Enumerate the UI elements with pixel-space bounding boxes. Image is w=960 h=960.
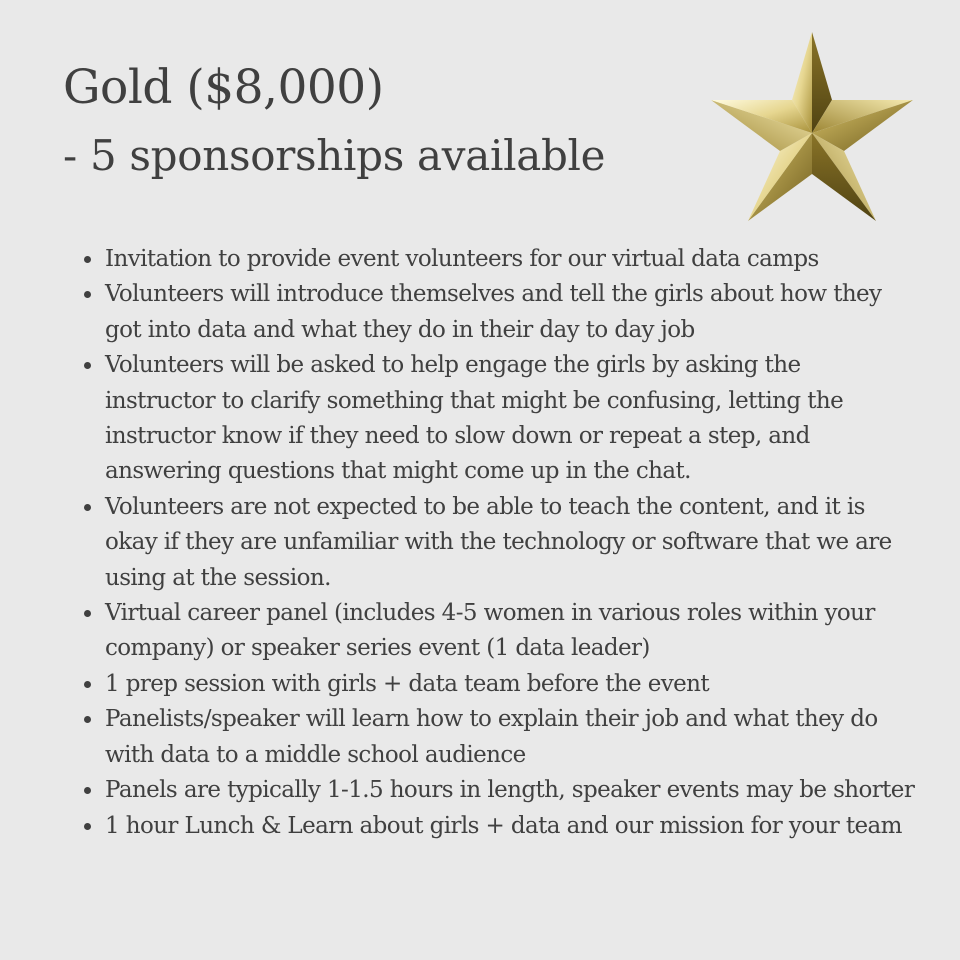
list-item: Volunteers will introduce themselves and tell the girls about how they got into data and what they do in their day to day job <box>105 277 915 348</box>
list-item: Panels are typically 1-1.5 hours in length, speaker events may be shorter <box>105 773 915 808</box>
list-item: Volunteers are not expected to be able to teach the content, and it is okay if they are unfamiliar with the technology or software that we are using at the session. <box>105 490 915 596</box>
list-item: Panelists/speaker will learn how to explain their job and what they do with data to a middle school audience <box>105 702 915 773</box>
benefits-list <box>105 242 915 844</box>
list-item: Virtual career panel (includes 4-5 women in various roles within your company) or speaker series event (1 data leader) <box>105 596 915 667</box>
list-item: 1 prep session with girls + data team before the event <box>105 667 915 702</box>
list-item: Volunteers will be asked to help engage the girls by asking the instructor to clarify something that might be confusing, letting the instructor know if they need to slow down or repeat a step, and answering questions that might come up in the chat. <box>105 348 915 490</box>
list-item: Invitation to provide event volunteers for our virtual data camps <box>105 242 915 277</box>
page-title: Gold ($8,000) <box>63 60 384 115</box>
page-subtitle: - 5 sponsorships available <box>63 131 606 180</box>
list-item: 1 hour Lunch & Learn about girls + data and our mission for your team <box>105 809 915 844</box>
gold-star-icon <box>708 28 918 228</box>
